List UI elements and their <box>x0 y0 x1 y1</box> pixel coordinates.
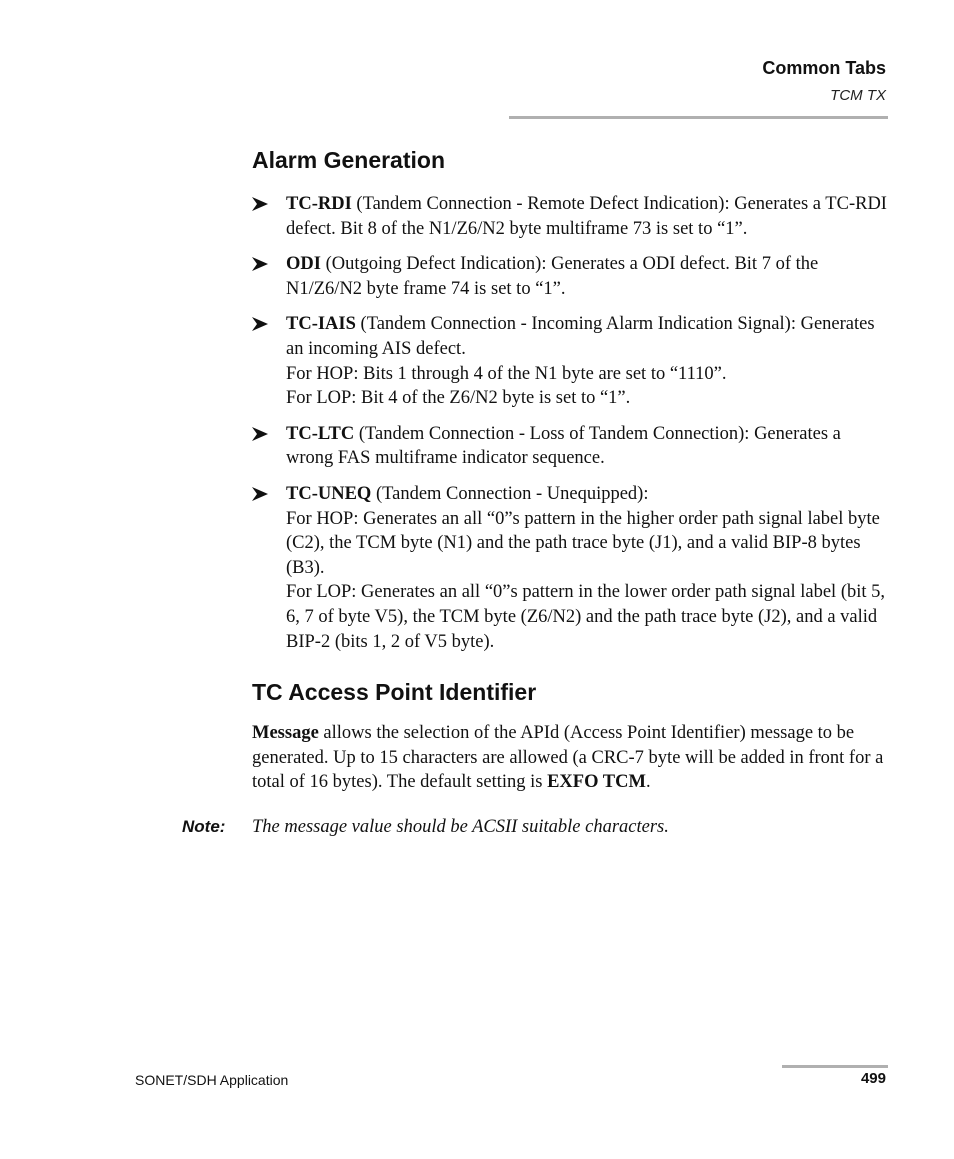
alarm-item-detail: For HOP: Generates an all “0”s pattern in the higher order path signal label byte (C2), the TCM byte (N1) and the path trace byte (J1), and a valid BIP-8 bytes (B3). <box>286 508 880 578</box>
note-label: Note: <box>182 817 226 836</box>
footer-document-title: SONET/SDH Application <box>135 1072 289 1088</box>
alarm-term: TC-IAIS <box>286 314 356 335</box>
alarm-term-description: (Tandem Connection - Unequipped): <box>371 483 649 504</box>
alarm-item-detail: For LOP: Generates an all “0”s pattern in the lower order path signal label (bit 5, 6, 7 of byte V5), the TCM byte (Z6/N2) and the path trace byte (J2), and a valid BIP-2 (bits 1, 2 of V5 byte). <box>286 582 886 652</box>
header-divider <box>509 116 888 119</box>
alarm-term-description: (Tandem Connection - Incoming Alarm Indication Signal): Generates an incoming AIS defect. <box>286 314 875 359</box>
alarm-term-description: (Tandem Connection - Loss of Tandem Connection): Generates a wrong FAS multiframe indicator sequence. <box>286 423 841 469</box>
alarm-term: ODI <box>286 254 321 275</box>
alarm-term-description: (Outgoing Defect Indication): Generates a ODI defect. Bit 7 of the N1/Z6/N2 byte frame 74 is set to “1”. <box>286 254 819 299</box>
alarm-item <box>252 192 888 241</box>
bullet-arrow-icon <box>252 257 268 271</box>
alarm-term-description: (Tandem Connection - Remote Defect Indication): Generates a TC-RDI defect. Bit 8 of the N1/Z6/N2 byte multiframe 73 is set to “1”. <box>286 194 887 239</box>
footer-divider <box>782 1065 888 1068</box>
header-title: Common Tabs <box>762 58 886 78</box>
message-text: allows the selection of the APId (Access Point Identifier) message to be generated. Up to 15 characters are allowed (a CRC-7 byte will be added in front for a total of 16 bytes). The default setting is <box>252 723 884 793</box>
bullet-arrow-icon <box>252 427 268 441</box>
alarm-item-detail: For HOP: Bits 1 through 4 of the N1 byte are set to “1110”. <box>286 363 727 384</box>
page-number: 499 <box>860 1070 886 1087</box>
alarm-list <box>252 192 888 654</box>
running-header <box>762 57 886 106</box>
alarm-term: TC-RDI <box>286 194 352 214</box>
message-paragraph <box>252 721 888 795</box>
alarm-item-description <box>286 482 888 507</box>
bullet-arrow-icon <box>252 197 268 211</box>
note-text: The message value should be ACSII suitable characters. <box>252 817 669 837</box>
bullet-arrow-icon <box>252 487 268 501</box>
alarm-item-detail: For LOP: Bit 4 of the Z6/N2 byte is set to “1”. <box>286 388 631 409</box>
alarm-item-description <box>286 312 888 361</box>
section-heading-alarm-generation: Alarm Generation <box>252 147 445 173</box>
message-text-end: . <box>645 772 651 793</box>
default-setting-value: EXFO TCM <box>547 772 646 793</box>
alarm-item <box>252 422 888 471</box>
alarm-item <box>252 312 888 410</box>
alarm-item <box>252 482 888 654</box>
message-term: Message <box>252 723 319 744</box>
header-subtitle: TCM TX <box>830 87 886 104</box>
bullet-arrow-icon <box>252 317 268 331</box>
alarm-item-description <box>286 252 888 301</box>
main-content <box>252 144 888 795</box>
alarm-term: TC-UNEQ <box>286 483 372 504</box>
alarm-item-description <box>286 422 888 471</box>
alarm-item-description <box>286 192 888 241</box>
section-heading-tc-access-point-identifier: TC Access Point Identifier <box>252 679 537 706</box>
alarm-term: TC-LTC <box>286 423 355 444</box>
alarm-item <box>252 252 888 301</box>
